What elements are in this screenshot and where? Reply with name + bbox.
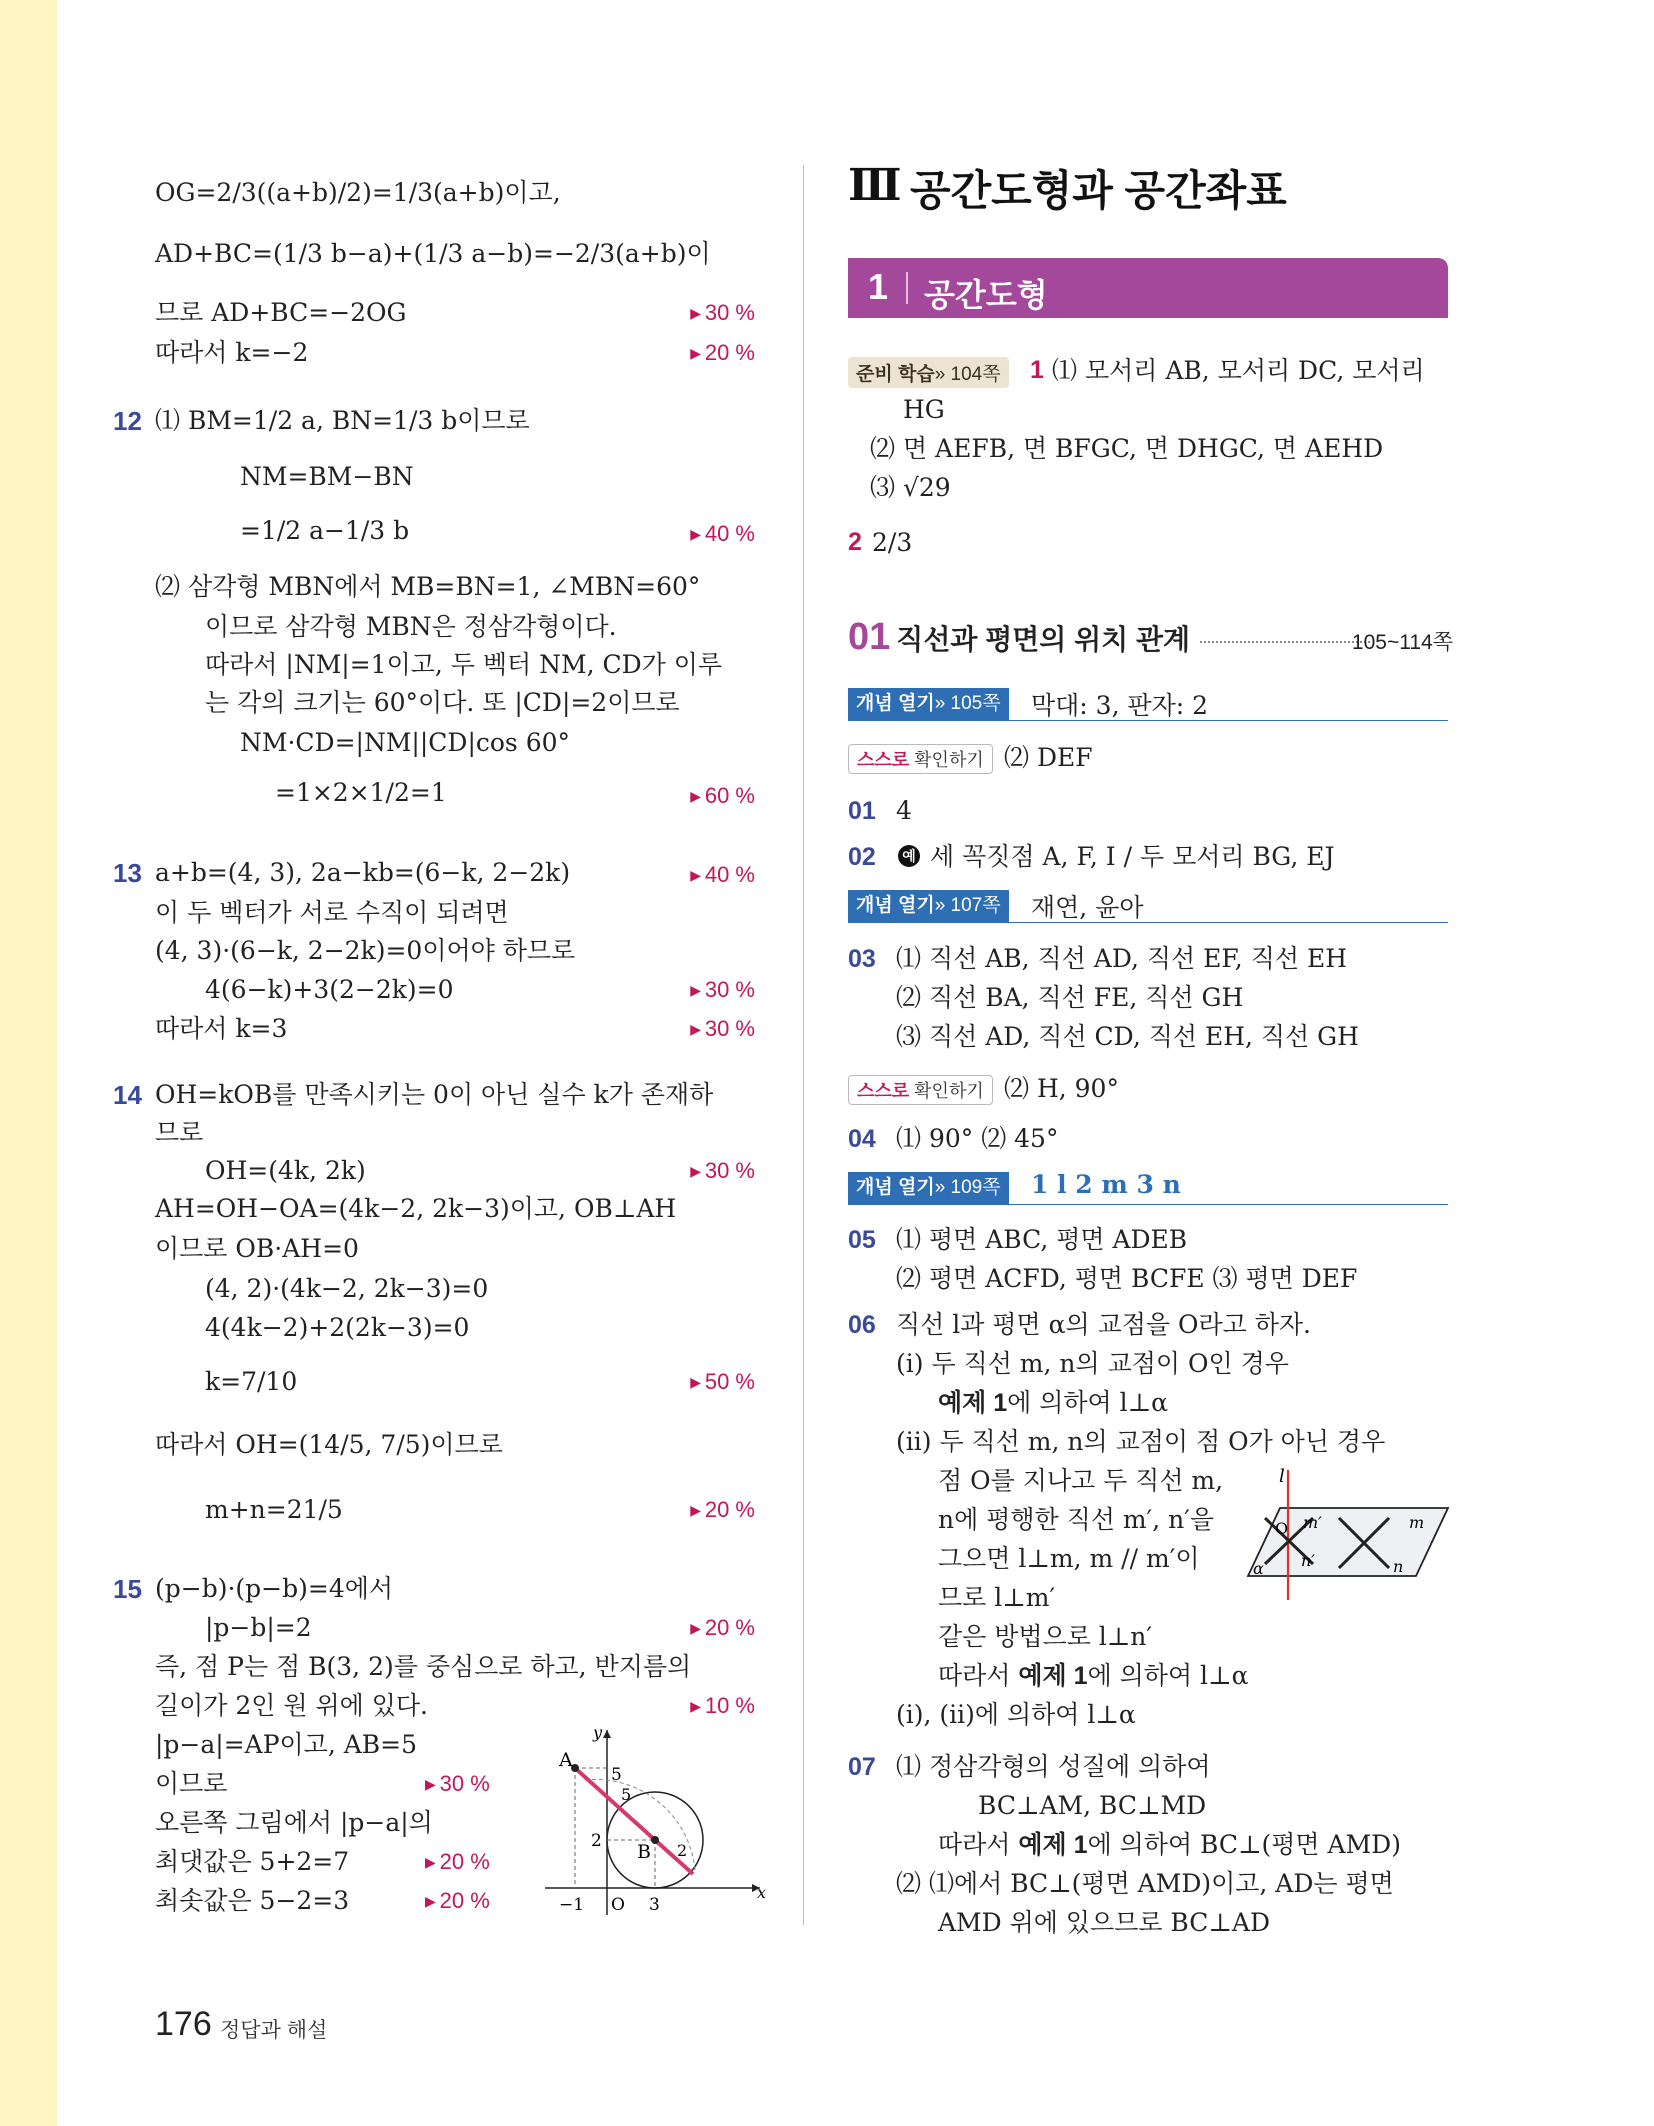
self-check-rest: 확인하기	[909, 750, 984, 770]
score-pct: ▶ 20 %	[690, 340, 755, 366]
concept-tag-page: » 105쪽	[934, 693, 1001, 714]
p14-line-6: (4, 2)·(4k−2, 2k−3)=0	[205, 1274, 489, 1303]
p14-line-7: 4(4k−2)+2(2k−3)=0	[205, 1313, 470, 1342]
q06-line-6: n에 평행한 직선 m′, n′을	[938, 1505, 1215, 1534]
score-pct: ▶ 20 %	[690, 1497, 755, 1523]
problem-number-14: 14	[113, 1080, 142, 1110]
chapter-number: Ⅲ	[848, 160, 902, 211]
q07-number: 07	[848, 1753, 876, 1781]
section-banner	[848, 258, 1448, 318]
p15-line-3: 즉, 점 P는 점 B(3, 2)를 중심으로 하고, 반지름의	[155, 1652, 692, 1681]
q02-answer: 세 꼭짓점 A, F, I / 두 모서리 BG, EJ	[930, 842, 1335, 871]
p15-line-8: 최댓값은 5+2=7	[155, 1847, 350, 1876]
problem-number-13: 13	[113, 858, 142, 888]
fig-tick-2: 2	[591, 1831, 602, 1851]
column-divider	[803, 165, 804, 1925]
q03-line-3: ⑶ 직선 AD, 직선 CD, 직선 EH, 직선 GH	[896, 1022, 1359, 1051]
q01-number: 01	[848, 797, 876, 825]
fig-label-n-prime: n′	[1301, 1551, 1315, 1570]
p12-line-2: NM=BM−BN	[240, 462, 414, 491]
p12-line-9: =1×2×1/2=1	[275, 778, 447, 807]
prep-item-1-line-1b: HG	[903, 395, 945, 424]
subsection-leader-dots	[1200, 641, 1370, 643]
q06-plane-figure	[1243, 1468, 1453, 1608]
concept-answer: 1 l 2 m 3 n	[1031, 1170, 1181, 1199]
prep-badge-label: 준비 학습	[856, 364, 935, 385]
q06-line-7: 그으면 l⊥m, m // m′이	[938, 1544, 1200, 1573]
q06-line-3-rest: 에 의하여 l⊥α	[1007, 1388, 1169, 1417]
fig-tick-5: 5	[611, 1765, 622, 1785]
q04-answer: ⑴ 90° ⑵ 45°	[896, 1124, 1059, 1153]
score-pct: ▶ 30 %	[690, 300, 755, 326]
q04-number: 04	[848, 1125, 876, 1153]
prep-item-2-value: 2/3	[872, 528, 913, 557]
concept-tag	[848, 1172, 1009, 1204]
subsection-title: 직선과 평면의 위치 관계	[896, 623, 1191, 655]
self-check-answer: ⑵ DEF	[1004, 743, 1093, 772]
fig-label-a: A	[559, 1749, 573, 1771]
concept-bar-109	[848, 1172, 1448, 1205]
p15-line-7: 오른쪽 그림에서 |p−a|의	[155, 1808, 433, 1837]
q06-line-8: 므로 l⊥m′	[938, 1583, 1056, 1612]
score-pct: ▶ 30 %	[690, 1016, 755, 1042]
self-check-rest: 확인하기	[909, 1081, 984, 1101]
p15-circle-figure	[545, 1720, 915, 1920]
p14-line-2: 므로	[155, 1118, 204, 1147]
fig-tick-3: 3	[649, 1895, 660, 1915]
fig-tick-neg1: −1	[559, 1895, 585, 1915]
q03-line-2: ⑵ 직선 BA, 직선 FE, 직선 GH	[896, 983, 1244, 1012]
q02-number: 02	[848, 843, 876, 871]
section-divider	[906, 272, 908, 304]
prev-line-2: AD+BC=(1/3 b−a)+(1/3 a−b)=−2/3(a+b)이	[155, 239, 711, 268]
page-number: 176	[155, 2005, 212, 2043]
fig-seg-2: 2	[677, 1841, 688, 1860]
q07-line-3-c: 에 의하여 BC⊥(평면 AMD)	[1087, 1830, 1401, 1859]
score-pct: ▶ 20 %	[690, 1615, 755, 1641]
p14-line-10: m+n=21/5	[205, 1495, 343, 1524]
p15-line-1: (p−b)·(p−b)=4에서	[155, 1574, 394, 1603]
q06-line-11: (ⅰ), (ⅱ)에 의하여 l⊥α	[896, 1700, 1136, 1729]
prev-line-1: OG=2/3((a+b)/2)=1/3(a+b)이고,	[155, 178, 561, 207]
p13-line-2: 이 두 벡터가 서로 수직이 되려면	[155, 898, 509, 927]
prep-badge	[848, 357, 1009, 388]
problem-number-12: 12	[113, 406, 142, 436]
self-check-answer: ⑵ H, 90°	[1004, 1074, 1119, 1103]
prev-line-3: 므로 AD+BC=−2OG	[155, 298, 407, 327]
p14-line-3: OH=(4k, 2k)	[205, 1156, 366, 1185]
prep-item-1-line-1: ⑴ 모서리 AB, 모서리 DC, 모서리	[1052, 356, 1425, 385]
p15-line-9: 최솟값은 5−2=3	[155, 1886, 350, 1915]
fig-label-b: B	[637, 1841, 651, 1863]
p13-line-5: 따라서 k=3	[155, 1014, 288, 1043]
q07-line-3-a: 따라서	[938, 1830, 1019, 1859]
p13-line-4: 4(6−k)+3(2−2k)=0	[205, 975, 454, 1004]
p15-line-5: |p−a|=AP이고, AB=5	[155, 1730, 417, 1759]
concept-bar-105	[848, 688, 1448, 721]
p12-line-4: ⑵ 삼각형 MBN에서 MB=BN=1, ∠MBN=60°	[155, 572, 701, 601]
fig-label-alpha: α	[1253, 1559, 1264, 1578]
example-badge: 예	[898, 845, 920, 867]
q07-line-5: AMD 위에 있으므로 BC⊥AD	[938, 1908, 1271, 1937]
p12-line-8: NM·CD=|NM||CD|cos 60°	[240, 728, 571, 757]
p14-line-1: OH=kOB를 만족시키는 0이 아닌 실수 k가 존재하	[155, 1080, 714, 1109]
fig-label-m: m	[1409, 1513, 1425, 1532]
q06-line-10-c: 에 의하여 l⊥α	[1087, 1661, 1249, 1690]
score-pct: ▶ 20 %	[425, 1888, 490, 1914]
q05-line-1: ⑴ 평면 ABC, 평면 ADEB	[896, 1225, 1188, 1254]
subsection-pages: 105~114쪽	[1351, 631, 1453, 654]
p12-line-1: ⑴ BM=1/2 a, BN=1/3 b이므로	[155, 406, 530, 435]
prep-item-2-number: 2	[848, 528, 862, 556]
score-pct: ▶ 30 %	[690, 1158, 755, 1184]
prev-line-4: 따라서 k=−2	[155, 338, 309, 367]
p13-line-3: (4, 3)·(6−k, 2−2k)=0이어야 하므로	[155, 936, 576, 965]
q07-line-3	[938, 1828, 1401, 1862]
p15-line-4: 길이가 2인 원 위에 있다.	[155, 1691, 428, 1720]
fig-label-m-prime: m′	[1303, 1513, 1322, 1532]
score-pct: ▶ 20 %	[425, 1849, 490, 1875]
concept-answer: 막대: 3, 판자: 2	[1031, 691, 1209, 720]
concept-tag-page: » 107쪽	[934, 895, 1001, 916]
self-check-red: 스스로	[857, 1081, 910, 1101]
q06-line-2: (ⅰ) 두 직선 m, n의 교점이 O인 경우	[896, 1349, 1289, 1378]
score-pct: ▶ 60 %	[690, 783, 755, 809]
q05-line-2: ⑵ 평면 ACFD, 평면 BCFE ⑶ 평면 DEF	[896, 1264, 1358, 1293]
concept-tag	[848, 688, 1009, 720]
concept-tag-page: » 109쪽	[934, 1177, 1001, 1198]
page-sidebar	[0, 0, 57, 2126]
concept-tag-label: 개념 열기	[856, 693, 935, 714]
p12-line-6: 따라서 |NM|=1이고, 두 벡터 NM, CD가 이루	[205, 650, 723, 679]
concept-bar-107	[848, 890, 1448, 923]
section-title: 공간도형	[924, 277, 1048, 313]
p15-line-2: |p−b|=2	[205, 1613, 312, 1642]
q06-number: 06	[848, 1311, 876, 1339]
p14-line-5: 이므로 OB·AH=0	[155, 1234, 359, 1263]
prep-badge-page: » 104쪽	[934, 364, 1001, 385]
fig-label-l: l	[1279, 1468, 1285, 1487]
prep-item-1-line-2: ⑵ 면 AEFB, 면 BFGC, 면 DHGC, 면 AEHD	[870, 434, 1384, 463]
concept-tag-label: 개념 열기	[856, 895, 935, 916]
self-check-badge	[848, 744, 993, 774]
q06-line-1: 직선 l과 평면 α의 교점을 O라고 하자.	[896, 1310, 1311, 1339]
example-ref: 예제 1	[1018, 1831, 1088, 1859]
p14-line-4: AH=OH−OA=(4k−2, 2k−3)이고, OB⊥AH	[155, 1194, 677, 1223]
concept-answer: 재연, 윤아	[1031, 893, 1144, 922]
q06-line-10-a: 따라서	[938, 1661, 1019, 1690]
q05-number: 05	[848, 1226, 876, 1254]
score-pct: ▶ 30 %	[690, 977, 755, 1003]
q07-line-2: BC⊥AM, BC⊥MD	[978, 1791, 1207, 1820]
subsection-number: 01	[848, 616, 891, 658]
score-pct: ▶ 50 %	[690, 1369, 755, 1395]
q07-line-1: ⑴ 정삼각형의 성질에 의하여	[896, 1752, 1211, 1781]
p13-line-1: a+b=(4, 3), 2a−kb=(6−k, 2−2k)	[155, 858, 571, 887]
q06-line-4: (ⅱ) 두 직선 m, n의 교점이 점 O가 아닌 경우	[896, 1427, 1386, 1456]
fig-axis-x: x	[757, 1883, 767, 1902]
subsection-heading	[848, 616, 1190, 659]
example-ref: 예제 1	[938, 1389, 1008, 1417]
fig-origin: O	[611, 1895, 625, 1915]
q01-answer: 4	[896, 796, 912, 825]
problem-number-15: 15	[113, 1574, 142, 1604]
p14-line-8: k=7/10	[205, 1367, 298, 1396]
fig-label-o: O	[1275, 1519, 1289, 1538]
score-pct: ▶ 30 %	[425, 1771, 490, 1797]
fig-seg-5: 5	[621, 1785, 632, 1804]
concept-tag	[848, 890, 1009, 922]
self-check-red: 스스로	[857, 750, 910, 770]
chapter-title: 공간도형과 공간좌표	[910, 167, 1287, 214]
footer-label: 정답과 해설	[220, 2019, 328, 2042]
example-ref: 예제 1	[1018, 1662, 1088, 1690]
p14-line-9: 따라서 OH=(14/5, 7/5)이므로	[155, 1430, 503, 1459]
score-pct: ▶ 40 %	[690, 862, 755, 888]
p15-line-6: 이므로	[155, 1769, 228, 1798]
q07-line-4: ⑵ ⑴에서 BC⊥(평면 AMD)이고, AD는 평면	[896, 1869, 1394, 1898]
q06-line-3	[938, 1386, 1168, 1420]
p12-line-5: 이므로 삼각형 MBN은 정삼각형이다.	[205, 612, 617, 641]
p12-line-3: =1/2 a−1/3 b	[240, 516, 410, 545]
self-check-badge	[848, 1075, 993, 1105]
q03-number: 03	[848, 945, 876, 973]
score-pct: ▶ 10 %	[690, 1693, 755, 1719]
score-pct: ▶ 40 %	[690, 521, 755, 547]
prep-item-1-number: 1	[1030, 356, 1044, 384]
q06-line-5: 점 O를 지나고 두 직선 m,	[938, 1466, 1224, 1495]
q03-line-1: ⑴ 직선 AB, 직선 AD, 직선 EF, 직선 EH	[896, 944, 1348, 973]
prep-item-1-line-3: ⑶ √29	[870, 473, 951, 502]
q06-line-9: 같은 방법으로 l⊥n′	[938, 1622, 1153, 1651]
fig-axis-y: y	[593, 1723, 603, 1742]
concept-tag-label: 개념 열기	[856, 1177, 935, 1198]
q06-line-10	[938, 1659, 1248, 1693]
fig-label-n: n	[1393, 1557, 1404, 1576]
p12-line-7: 는 각의 크기는 60°이다. 또 |CD|=2이므로	[205, 688, 680, 717]
section-number: 1	[868, 266, 889, 307]
